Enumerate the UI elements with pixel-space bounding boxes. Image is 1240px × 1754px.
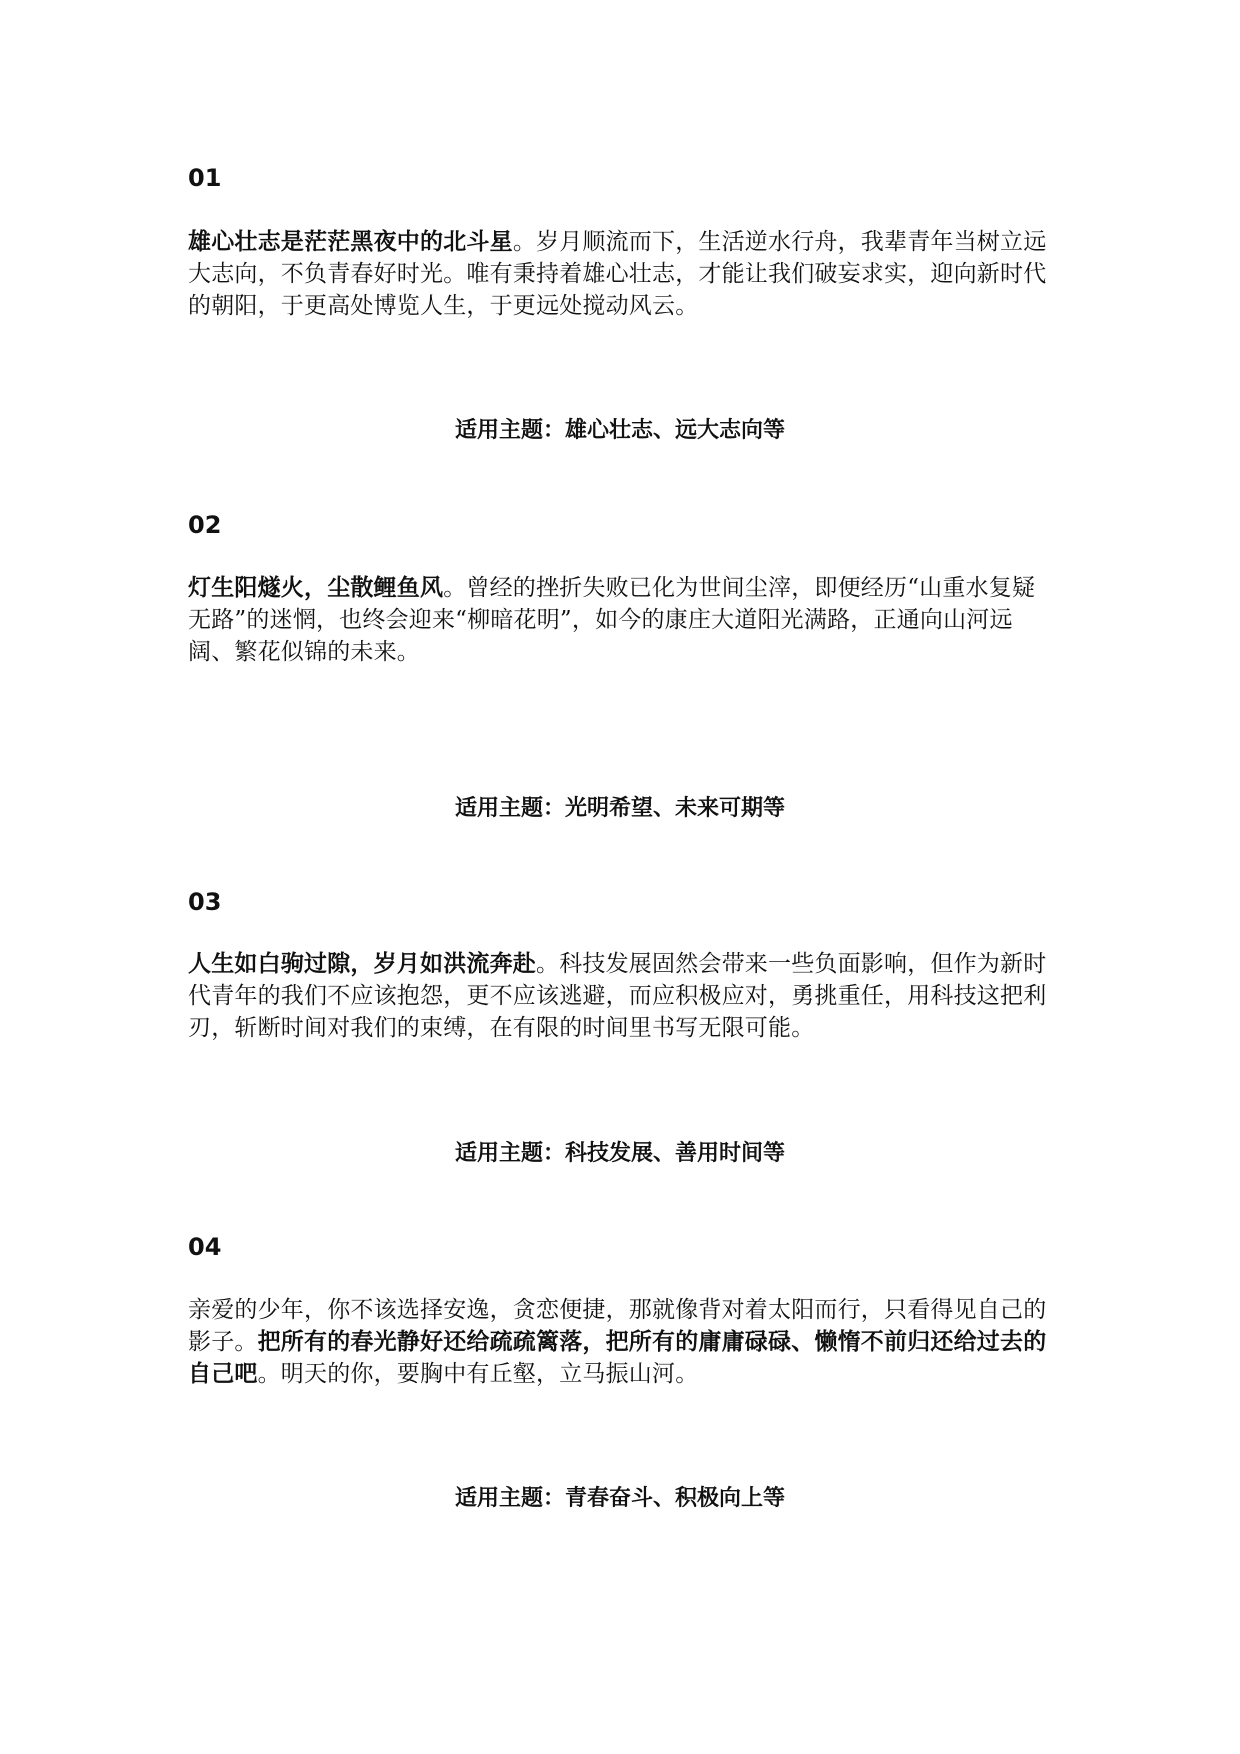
section-mid-bold-04: 把所有的春光静好还给疏疏篱落，把所有的庸庸碌碌、懒惰不前归还给过去的自己吧 (188, 1329, 1047, 1387)
section-lead-bold-03: 人生如白驹过隙，岁月如洪流奔赴 (188, 951, 536, 977)
section-theme-03: 适用主题：科技发展、善用时间等 (454, 1141, 785, 1166)
section-paragraph-04 (188, 1294, 1058, 1390)
section-lead-bold-02: 灯生阳燧火，尘散鲤鱼风 (188, 575, 444, 601)
section-paragraph-03 (188, 948, 1058, 1044)
section-paragraph-02 (188, 572, 1058, 668)
section-theme-02: 适用主题：光明希望、未来可期等 (454, 796, 785, 821)
section-paragraph-01 (188, 226, 1058, 322)
section-number-03: 03 (188, 888, 222, 916)
section-body-04: 。明天的你，要胸中有丘壑，立马振山河。 (257, 1361, 699, 1387)
section-body-03: 。科技发展固然会带来一些负面影响，但作为新时代青年的我们不应该抱怨，更不应该逃避，而应积极应对，勇挑重任，用科技这把利刃，斩断时间对我们的束缚，在有限的时间里书写无限可能。 (188, 951, 1047, 1041)
section-number-04: 04 (188, 1233, 222, 1261)
section-intro-04: 亲爱的少年，你不该选择安逸，贪恋便捷，那就像背对着太阳而行，只看得见自己的影子。 (188, 1297, 1047, 1355)
section-body-01: 。岁月顺流而下，生活逆水行舟，我辈青年当树立远大志向，不负青春好时光。唯有秉持着雄心壮志，才能让我们破妄求实，迎向新时代的朝阳，于更高处博览人生，于更远处搅动风云。 (188, 229, 1047, 319)
section-lead-bold-01: 雄心壮志是茫茫黑夜中的北斗星 (188, 229, 513, 255)
section-theme-01: 适用主题：雄心壮志、远大志向等 (454, 418, 785, 443)
section-theme-04: 适用主题：青春奋斗、积极向上等 (454, 1486, 785, 1511)
section-body-02: 。曾经的挫折失败已化为世间尘滓，即便经历“山重水复疑无路”的迷惘，也终会迎来“柳暗花明”，如今的康庄大道阳光满路，正通向山河远阔、繁花似锦的未来。 (188, 575, 1036, 665)
section-number-02: 02 (188, 511, 222, 539)
section-number-01: 01 (188, 164, 222, 192)
